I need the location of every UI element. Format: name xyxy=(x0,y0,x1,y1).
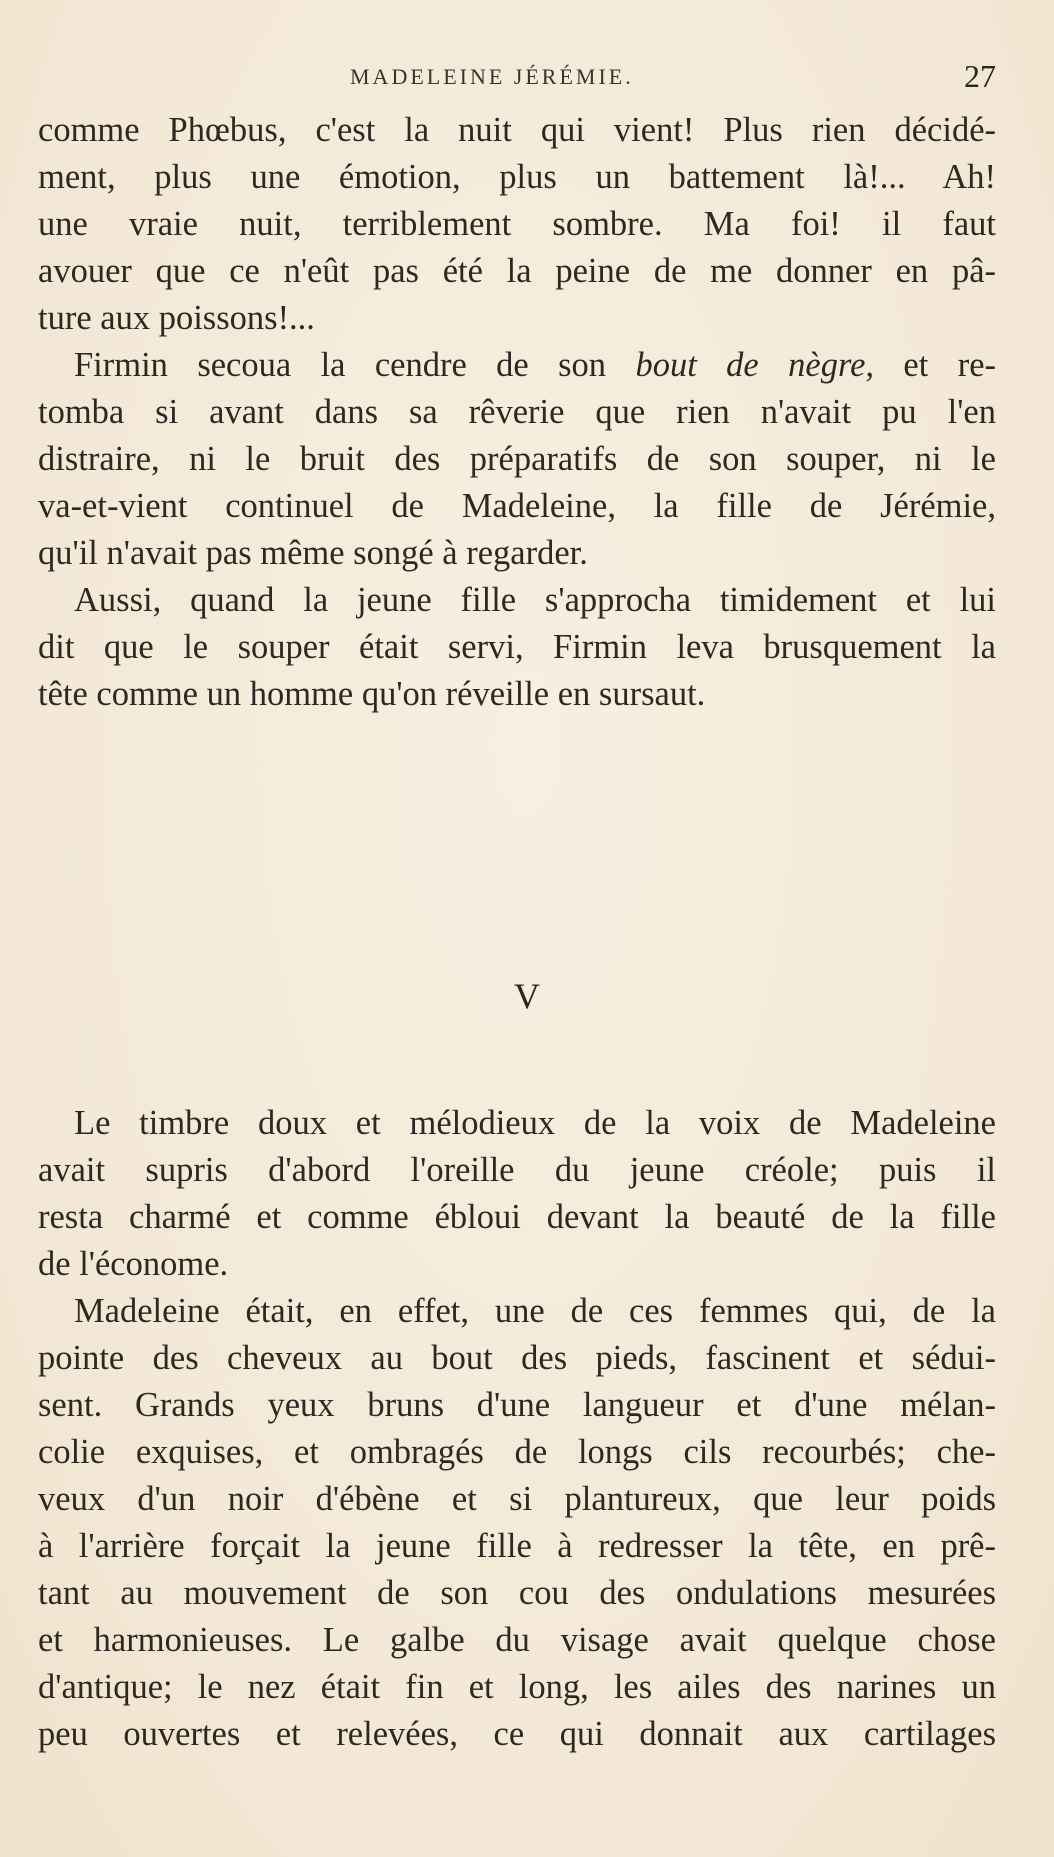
text-line: Aussi, quand la jeune fille s'approcha timidement et lui xyxy=(74,581,996,619)
running-title: MADELEINE JÉRÉMIE. xyxy=(350,64,634,89)
text-segment: Firmin secoua la cendre de son xyxy=(74,346,607,384)
text-line: d'antique; le nez était fin et long, les ailes des narines un xyxy=(38,1668,996,1706)
text-line: ment, plus une émotion, plus un battement là!... Ah! xyxy=(38,158,996,196)
text-line: tant au mouvement de son cou des ondulations mesurées xyxy=(38,1574,996,1612)
text-line: à l'arrière forçait la jeune fille à redresser la tête, en prê- xyxy=(38,1527,996,1565)
text-segment: et re- xyxy=(903,346,996,384)
text-line: tête comme un homme qu'on réveille en sursaut. xyxy=(38,675,706,713)
text-section-1 xyxy=(38,107,996,718)
text-section-2 xyxy=(38,1100,996,1758)
italic-phrase: bout de nègre, xyxy=(635,346,875,384)
text-line-with-italic xyxy=(38,342,996,389)
text-line: colie exquises, et ombragés de longs cils recourbés; che- xyxy=(38,1433,996,1471)
text-line: une vraie nuit, terriblement sombre. Ma foi! il faut xyxy=(38,205,996,243)
text-line: avait supris d'abord l'oreille du jeune créole; puis il xyxy=(38,1151,996,1189)
chapter-heading: V xyxy=(514,976,540,1016)
text-line: qu'il n'avait pas même songé à regarder. xyxy=(38,534,588,572)
text-line: pointe des cheveux au bout des pieds, fascinent et sédui- xyxy=(38,1339,996,1377)
text-line: et harmonieuses. Le galbe du visage avait quelque chose xyxy=(38,1621,996,1659)
text-line: tomba si avant dans sa rêverie que rien n'avait pu l'en xyxy=(38,393,996,431)
text-line: Madeleine était, en effet, une de ces femmes qui, de la xyxy=(74,1292,996,1330)
text-line: resta charmé et comme ébloui devant la beauté de la fille xyxy=(38,1198,996,1236)
text-line: Le timbre doux et mélodieux de la voix de Madeleine xyxy=(74,1104,996,1142)
text-line: va-et-vient continuel de Madeleine, la fille de Jérémie, xyxy=(38,487,996,525)
text-line: dit que le souper était servi, Firmin leva brusquement la xyxy=(38,628,996,666)
page-number: 27 xyxy=(964,58,996,94)
page-header xyxy=(350,58,996,98)
text-line: distraire, ni le bruit des préparatifs de son souper, ni le xyxy=(38,440,996,478)
text-line: comme Phœbus, c'est la nuit qui vient! Plus rien décidé- xyxy=(38,111,996,149)
text-line: avouer que ce n'eût pas été la peine de me donner en pâ- xyxy=(38,252,996,290)
text-line: peu ouvertes et relevées, ce qui donnait aux cartilages xyxy=(38,1715,996,1753)
text-line: sent. Grands yeux bruns d'une langueur et d'une mélan- xyxy=(38,1386,996,1424)
text-line: de l'économe. xyxy=(38,1245,229,1283)
text-line: ture aux poissons!... xyxy=(38,299,315,337)
text-line: veux d'un noir d'ébène et si plantureux, que leur poids xyxy=(38,1480,996,1518)
